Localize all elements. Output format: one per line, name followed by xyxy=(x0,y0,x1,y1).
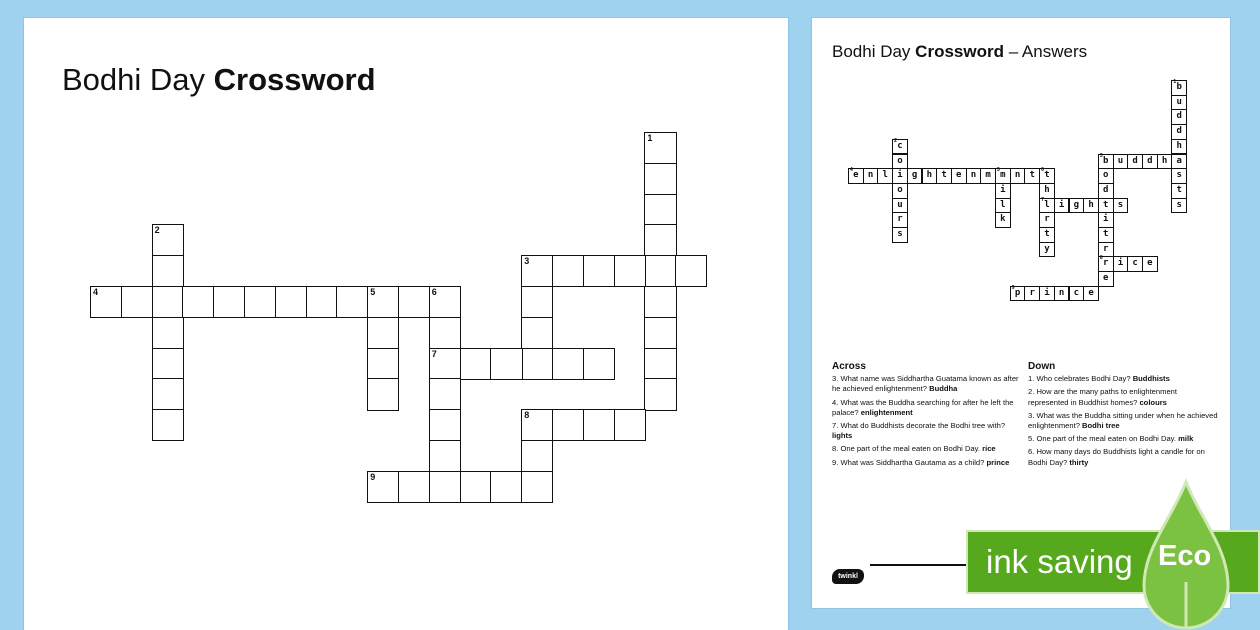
answer-cell: h xyxy=(1171,139,1187,155)
grid-cell[interactable] xyxy=(521,409,553,441)
grid-cell[interactable] xyxy=(644,163,676,195)
grid-cell[interactable] xyxy=(644,255,676,287)
answer-clue-number: 7 xyxy=(1041,196,1044,203)
grid-cell[interactable] xyxy=(644,286,676,318)
grid-cell[interactable] xyxy=(213,286,245,318)
clue-number: 1 xyxy=(647,133,653,143)
grid-cell[interactable] xyxy=(521,286,553,318)
answer-cell: u xyxy=(892,198,908,214)
answer-cell: h xyxy=(1083,198,1099,214)
answer-cell: e 4 xyxy=(848,168,864,184)
grid-cell[interactable] xyxy=(490,471,522,503)
clue-down-6: 6. How many days do Buddhists light a candle for on Bodhi Day? thirty xyxy=(1028,447,1205,467)
answer-clue-number: 4 xyxy=(850,167,853,174)
grid-cell[interactable] xyxy=(644,348,676,380)
answer-cell: d xyxy=(1127,154,1143,170)
grid-cell[interactable] xyxy=(521,440,553,472)
clue-number: 8 xyxy=(524,410,530,421)
down-heading: Down xyxy=(1028,361,1056,372)
grid-cell[interactable] xyxy=(429,378,461,410)
grid-cell[interactable] xyxy=(152,224,184,256)
grid-cell[interactable] xyxy=(336,286,368,318)
answer-cell: d xyxy=(1171,124,1187,140)
clue-number: 5 xyxy=(370,287,376,297)
grid-cell[interactable] xyxy=(521,317,553,349)
answer-cell: t xyxy=(1039,227,1055,243)
answer-cell: r 8 xyxy=(1098,256,1114,272)
grid-cell[interactable] xyxy=(152,409,184,441)
answer-cell: g xyxy=(1069,198,1085,214)
answer-cell: h xyxy=(1157,154,1173,170)
grid-cell[interactable] xyxy=(367,317,399,349)
answer-cell: n xyxy=(1010,168,1026,184)
answer-cell: h xyxy=(1039,183,1055,199)
clue-number: 4 xyxy=(93,287,99,297)
answer-cell: c xyxy=(1127,256,1143,272)
answers-title-plain: Bodhi Day xyxy=(832,42,916,61)
answer-clue-number: 5 xyxy=(997,167,1000,174)
answer-clue-number: 9 xyxy=(1011,284,1015,291)
grid-cell[interactable] xyxy=(614,255,646,287)
answer-cell: t xyxy=(1171,183,1187,199)
clue-number: 3 xyxy=(524,256,530,267)
grid-cell[interactable] xyxy=(152,348,184,380)
answer-cell: b 3 xyxy=(1098,154,1114,170)
worksheet-title-bold: Crossword xyxy=(213,62,376,97)
answer-cell: o xyxy=(892,183,908,199)
answer-cell: i xyxy=(1113,256,1129,272)
answer-cell: m 5 xyxy=(995,168,1011,184)
grid-cell[interactable] xyxy=(644,378,676,410)
eco-label: Eco xyxy=(1158,540,1212,572)
answer-cell: u xyxy=(1113,154,1129,170)
answer-cell: t xyxy=(1024,168,1040,184)
grid-cell[interactable] xyxy=(614,409,646,441)
answer-cell: h xyxy=(922,168,938,184)
answer-cell: e xyxy=(1098,271,1114,287)
grid-cell[interactable] xyxy=(429,471,461,503)
answer-cell: i xyxy=(995,183,1011,199)
clue-down-5: 5. One part of the meal eaten on Bodhi Day. milk xyxy=(1028,434,1194,444)
answer-cell: a xyxy=(1171,154,1187,170)
grid-cell[interactable] xyxy=(367,378,399,410)
answers-title xyxy=(832,42,1087,62)
clues-across xyxy=(832,362,1022,471)
grid-cell[interactable] xyxy=(644,224,676,256)
grid-cell[interactable] xyxy=(583,348,615,380)
grid-cell[interactable] xyxy=(552,255,584,287)
grid-cell[interactable] xyxy=(490,348,522,380)
answer-cell: d xyxy=(1171,109,1187,125)
answer-cell: t 6 xyxy=(1039,168,1055,184)
answer-cell: r xyxy=(1039,212,1055,228)
clue-number: 2 xyxy=(154,225,160,236)
answer-cell: i xyxy=(892,168,908,184)
grid-cell[interactable] xyxy=(90,286,122,318)
clue-across-3: 3. What name was Siddhartha Guatama known as after he achieved enlightenment? Buddha xyxy=(832,374,1019,394)
answer-cell: s xyxy=(1171,168,1187,184)
answer-cell: s xyxy=(892,227,908,243)
grid-cell[interactable] xyxy=(521,348,553,380)
answer-cell: i xyxy=(1054,198,1070,214)
answer-cell: l 7 xyxy=(1039,198,1055,214)
answer-clue-number: 8 xyxy=(1099,255,1103,262)
grid-cell[interactable] xyxy=(398,471,430,503)
answer-cell: d xyxy=(1098,183,1114,199)
clue-down-2: 2. How are the many paths to enlightenment represented in Buddhist homes? colours xyxy=(1028,387,1178,407)
clue-down-1: 1. Who celebrates Bodhi Day? Buddhists xyxy=(1028,374,1170,384)
answer-cell: p 9 xyxy=(1010,286,1026,302)
across-heading: Across xyxy=(832,361,866,372)
answer-cell: r xyxy=(1098,242,1114,258)
answer-cell: u xyxy=(1171,95,1187,111)
grid-cell[interactable] xyxy=(460,348,492,380)
answer-cell: s xyxy=(1113,198,1129,214)
answer-cell: i xyxy=(1098,212,1114,228)
grid-cell[interactable] xyxy=(367,348,399,380)
grid-cell[interactable] xyxy=(675,255,707,287)
clue-across-9: 9. What was Siddhartha Gautama as a child? prince xyxy=(832,457,1010,467)
clue-across-7: 7. What do Buddhists decorate the Bodhi tree with? lights xyxy=(832,421,1006,441)
grid-cell[interactable] xyxy=(644,317,676,349)
grid-cell[interactable] xyxy=(429,440,461,472)
crossword-worksheet xyxy=(24,18,788,630)
clue-across-4: 4. What was the Buddha searching for after he left the palace? enlightenment xyxy=(832,397,1014,417)
clue-number: 9 xyxy=(370,471,376,482)
answer-cell: i xyxy=(1039,286,1055,302)
answer-cell: l xyxy=(877,168,893,184)
clue-across-8: 8. One part of the meal eaten on Bodhi Day. rice xyxy=(832,444,996,454)
answer-cell: c xyxy=(1069,286,1085,302)
answer-cell: n xyxy=(1054,286,1070,302)
grid-cell[interactable] xyxy=(644,132,676,164)
answer-cell: s xyxy=(1171,198,1187,214)
answer-clue-number: 1 xyxy=(1173,79,1177,85)
clues-down xyxy=(1028,362,1218,471)
answer-cell: e xyxy=(1083,286,1099,302)
grid-cell[interactable] xyxy=(429,348,461,380)
answer-cell: d xyxy=(1142,154,1158,170)
answer-cell: l xyxy=(995,198,1011,214)
worksheet-title xyxy=(62,62,376,98)
grid-cell[interactable] xyxy=(460,471,492,503)
answer-cell: t xyxy=(936,168,952,184)
answer-cell: t xyxy=(1098,227,1114,243)
grid-cell[interactable] xyxy=(367,471,399,503)
answer-cell: c 2 xyxy=(892,139,908,155)
grid-cell[interactable] xyxy=(521,255,553,287)
answer-cell: t xyxy=(1098,198,1114,214)
grid-cell[interactable] xyxy=(398,286,430,318)
grid-cell[interactable] xyxy=(152,378,184,410)
ink-saving-label: ink saving xyxy=(986,543,1133,580)
grid-cell[interactable] xyxy=(583,409,615,441)
grid-cell[interactable] xyxy=(121,286,153,318)
grid-cell[interactable] xyxy=(152,255,184,287)
answers-title-bold: Crossword xyxy=(915,42,1004,61)
answer-clue-number: 2 xyxy=(894,137,897,144)
grid-cell[interactable] xyxy=(182,286,214,318)
grid-cell[interactable] xyxy=(244,286,276,318)
grid-cell[interactable] xyxy=(429,409,461,441)
clue-number: 6 xyxy=(431,287,437,297)
answer-cell: b 1 xyxy=(1171,80,1187,96)
grid-cell[interactable] xyxy=(275,286,307,318)
grid-cell[interactable] xyxy=(429,286,461,318)
answer-cell: r xyxy=(892,212,908,228)
answer-clue-number: 3 xyxy=(1099,152,1103,159)
answers-title-suffix: – Answers xyxy=(1003,42,1088,61)
answer-cell: g xyxy=(907,168,923,184)
clue-down-3: 3. What was the Buddha sitting under when he achieved enlightenment? Bodhi tree xyxy=(1028,410,1218,431)
grid-cell[interactable] xyxy=(552,409,584,441)
grid-cell[interactable] xyxy=(583,255,615,287)
grid-cell[interactable] xyxy=(644,194,676,226)
answer-cell: e xyxy=(951,168,967,184)
grid-cell[interactable] xyxy=(152,317,184,349)
grid-cell[interactable] xyxy=(306,286,338,318)
grid-cell[interactable] xyxy=(152,286,184,318)
answer-cell: k xyxy=(995,212,1011,228)
answer-cell: m xyxy=(980,168,996,184)
answer-cell: o xyxy=(1098,168,1114,184)
answer-cell: r xyxy=(1024,286,1040,302)
grid-cell[interactable] xyxy=(367,286,399,318)
grid-cell[interactable] xyxy=(521,471,553,503)
worksheet-title-plain: Bodhi Day xyxy=(62,62,214,97)
answer-cell: o xyxy=(892,154,908,170)
answer-cell: n xyxy=(966,168,982,184)
answer-cell: y xyxy=(1039,242,1055,258)
answer-cell: n xyxy=(863,168,879,184)
answer-clue-number: 6 xyxy=(1041,167,1044,174)
clue-number: 7 xyxy=(431,348,437,359)
grid-cell[interactable] xyxy=(429,317,461,349)
twinkl-logo: twinkl xyxy=(832,569,864,584)
grid-cell[interactable] xyxy=(552,348,584,380)
answer-cell: e xyxy=(1142,256,1158,272)
